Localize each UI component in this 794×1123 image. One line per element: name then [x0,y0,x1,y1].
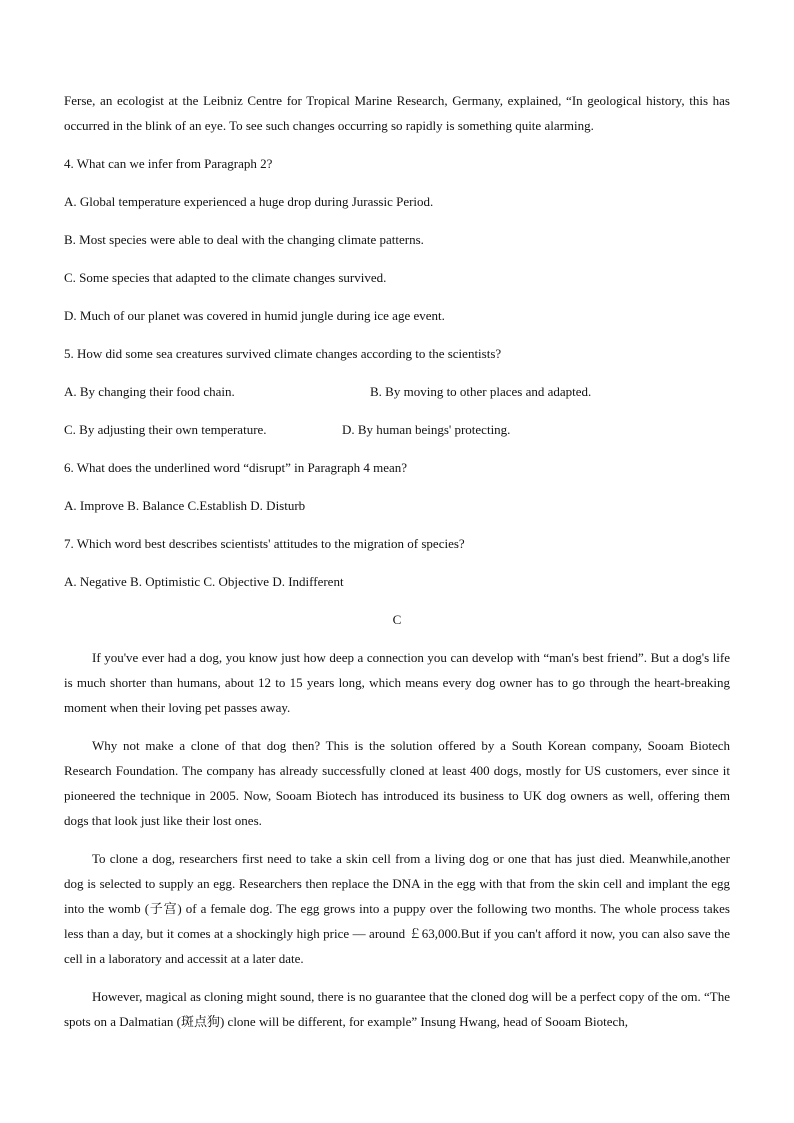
section-c-paragraph-4: However, magical as cloning might sound, there is no guarantee that the cloned dog will be a perfect copy of the om. “The spots on a Dalmatian (斑点狗) clone will be different, for example” Insung Hwang, head of Sooam Biotech, [64,989,730,1029]
question-4-option-b: B. Most species were able to deal with the changing climate patterns. [64,232,424,247]
question-7-stem: 7. Which word best describes scientists' attitudes to the migration of species? [64,536,465,551]
section-c-paragraph-1: If you've ever had a dog, you know just how deep a connection you can develop with “man's best friend”. But a dog's life is much shorter than humans, about 12 to 15 years long, which means every dog owner has to go through the heart-breaking moment when their loving pet passes away. [64,650,730,715]
question-7-options: A. Negative B. Optimistic C. Objective D. Indifferent [64,574,344,589]
question-5-option-a: A. By changing their food chain. [64,384,235,399]
question-6-options: A. Improve B. Balance C.Establish D. Disturb [64,498,306,513]
question-5-options-row-2 [64,417,730,442]
question-6 [64,455,730,518]
question-5-option-b: B. By moving to other places and adapted. [370,384,592,399]
question-7 [64,531,730,594]
question-5-options-row-1 [64,379,730,404]
question-4-option-a: A. Global temperature experienced a huge drop during Jurassic Period. [64,194,434,209]
question-4 [64,151,730,328]
question-5-option-c: C. By adjusting their own temperature. [64,422,267,437]
passage-b-closing-paragraph: Ferse, an ecologist at the Leibniz Centre for Tropical Marine Research, Germany, explained, “In geological history, this has occurred in the blink of an eye. To see such changes occurring so rapidly is something quite alarming. [64,93,730,133]
question-4-option-d: D. Much of our planet was covered in humid jungle during ice age event. [64,308,445,323]
document-page [64,88,730,1034]
question-5-option-d: D. By human beings' protecting. [342,422,511,437]
question-4-option-c: C. Some species that adapted to the climate changes survived. [64,270,387,285]
question-5 [64,341,730,442]
question-6-stem: 6. What does the underlined word “disrupt” in Paragraph 4 mean? [64,460,408,475]
section-c-heading: C [392,612,402,627]
section-c-paragraph-3: To clone a dog, researchers first need to take a skin cell from a living dog or one that has just died. Meanwhile,another dog is selected to supply an egg. Researchers then replace the DNA in the egg with that from the skin cell and implant the egg into the womb (子宫) of a female dog. The egg grows into a puppy over the following two months. The whole process takes less than a day, but it comes at a shockingly high price — around ￡63,000.But if you can't afford it now, you can also save the cell in a laboratory and accessit at a later date. [64,851,730,966]
question-4-stem: 4. What can we infer from Paragraph 2? [64,156,273,171]
section-c-paragraph-2: Why not make a clone of that dog then? This is the solution offered by a South Korean company, Sooam Biotech Research Foundation. The company has already successfully cloned at least 400 dogs, mostly for US customers, ever since it pioneered the technique in 2005. Now, Sooam Biotech has introduced its business to UK dog owners as well, offering them dogs that look just like their lost ones. [64,738,730,828]
question-5-stem: 5. How did some sea creatures survived climate changes according to the scientists? [64,346,502,361]
